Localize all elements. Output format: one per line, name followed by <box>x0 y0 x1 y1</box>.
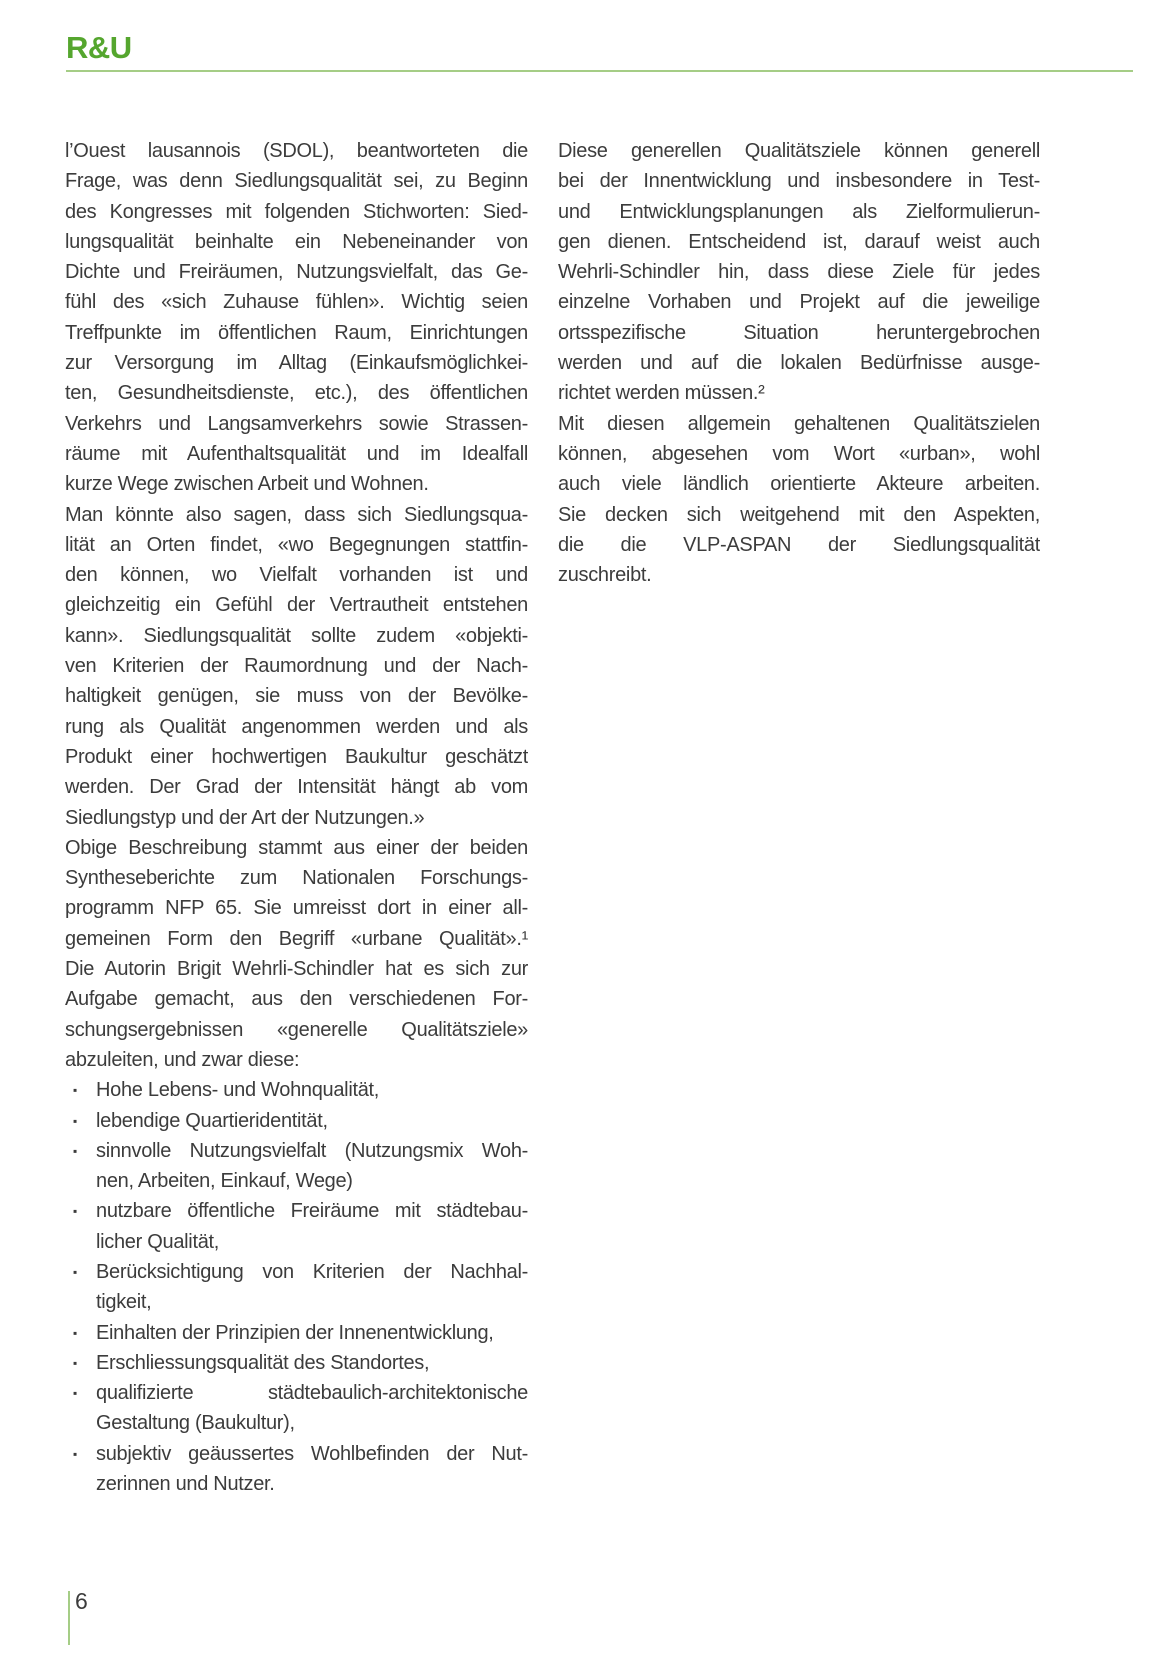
text-line: programm NFP 65. Sie umreisst dort in einer all- <box>65 897 528 920</box>
text-line: haltigkeit genügen, sie muss von der Bevölke- <box>65 685 528 708</box>
bullet-icon: ▪ <box>73 1446 78 1461</box>
text-line: Frage, was denn Siedlungsqualität sei, zu Beginn <box>65 170 528 193</box>
text-line: gemeinen Form den Begriff «urbane Qualität».¹ <box>65 927 528 950</box>
bullet-line: ▪ qualifizierte städtebaulich-architektonische <box>65 1378 528 1408</box>
page-number: 6 <box>75 1588 88 1614</box>
text-line: rung als Qualität angenommen werden und als <box>65 715 528 738</box>
text-line: ven Kriterien der Raumordnung und der Nach- <box>65 655 528 678</box>
right-column <box>558 136 1040 590</box>
text-line: ortsspezifische Situation heruntergebrochen <box>558 321 1040 344</box>
bullet-icon: ▪ <box>73 1113 78 1128</box>
text-line: Siedlungstyp und der Art der Nutzungen.» <box>65 806 425 829</box>
text-line: Aufgabe gemacht, aus den verschiedenen For- <box>65 988 528 1011</box>
bullet-line: ▪ subjektiv geäussertes Wohlbefinden der Nut- <box>65 1439 528 1469</box>
text-line: lität an Orten findet, «wo Begegnungen stattfin- <box>65 533 528 556</box>
text-line: Treffpunkte im öffentlichen Raum, Einrichtungen <box>65 321 528 344</box>
text-line: Wehrli-Schindler hin, dass diese Ziele für jedes <box>558 261 1040 284</box>
bullet-line: ▪ Erschliessungsqualität des Standortes, <box>65 1348 528 1378</box>
bullet-icon: ▪ <box>73 1355 78 1370</box>
text-line: kann». Siedlungsqualität sollte zudem «objekti- <box>65 624 528 647</box>
text-line: Obige Beschreibung stammt aus einer der beiden <box>65 836 528 859</box>
bullet-icon: ▪ <box>73 1264 78 1279</box>
brand-logo: R&U <box>66 30 132 65</box>
text-line: Verkehrs und Langsamverkehrs sowie Strassen- <box>65 412 528 435</box>
text-line: lungsqualität beinhalte ein Nebeneinander von <box>65 230 528 253</box>
bullet-icon: ▪ <box>73 1143 78 1158</box>
left-column <box>65 136 528 1499</box>
text-line: zuschreibt. <box>558 564 652 587</box>
bullet-line: ▪ lebendige Quartieridentität, <box>65 1106 528 1136</box>
text-line: werden. Der Grad der Intensität hängt ab vom <box>65 776 528 799</box>
text-line: zerinnen und Nutzer. <box>96 1473 275 1496</box>
text-line: bei der Innentwicklung und insbesondere in Test- <box>558 170 1040 193</box>
text-line: gen dienen. Entscheidend ist, darauf weist auch <box>558 230 1040 253</box>
text-line: Dichte und Freiräumen, Nutzungsvielfalt, das Ge- <box>65 261 528 284</box>
text-line: Diese generellen Qualitätsziele können generell <box>558 140 1040 162</box>
text-line: Gestaltung (Baukultur), <box>96 1412 295 1435</box>
text-line: Die Autorin Brigit Wehrli-Schindler hat es sich zur <box>65 958 528 981</box>
text-line: Syntheseberichte zum Nationalen Forschungs- <box>65 867 528 890</box>
text-line: auch viele ländlich orientierte Akteure arbeiten. <box>558 473 1040 496</box>
bullet-line: ▪ Einhalten der Prinzipien der Innenentwicklung, <box>65 1318 528 1348</box>
text-line: nen, Arbeiten, Einkauf, Wege) <box>96 1170 353 1193</box>
text-line: tigkeit, <box>96 1291 152 1314</box>
text-line: Mit diesen allgemein gehaltenen Qualitätszielen <box>558 412 1040 435</box>
text-line: ten, Gesundheitsdienste, etc.), des öffentlichen <box>65 382 528 405</box>
text-line: Man könnte also sagen, dass sich Siedlungsqua- <box>65 503 528 526</box>
text-line: Sie decken sich weitgehend mit den Aspekten, <box>558 503 1040 526</box>
text-line: richtet werden müssen.² <box>558 382 765 405</box>
text-line: fühl des «sich Zuhause fühlen». Wichtig seien <box>65 291 528 314</box>
text-line: und Entwicklungsplanungen als Zielformulierun- <box>558 200 1040 223</box>
text-line: werden und auf die lokalen Bedürfnisse ausge- <box>558 352 1040 375</box>
bullet-line: ▪ nutzbare öffentliche Freiräume mit städtebau- <box>65 1196 528 1226</box>
bullet-icon: ▪ <box>73 1386 78 1401</box>
text-line: Produkt einer hochwertigen Baukultur geschätzt <box>65 745 528 768</box>
footer-tick <box>68 1591 70 1645</box>
text-line: einzelne Vorhaben und Projekt auf die jeweilige <box>558 291 1040 314</box>
text-line: schungsergebnissen «generelle Qualitätsziele» <box>65 1018 528 1041</box>
text-line: den können, wo Vielfalt vorhanden ist und <box>65 564 528 587</box>
bullet-icon: ▪ <box>73 1325 78 1340</box>
text-line: die die VLP-ASPAN der Siedlungsqualität <box>558 533 1040 556</box>
bullet-line: ▪ Hohe Lebens- und Wohnqualität, <box>65 1075 528 1105</box>
header-rule <box>66 70 1133 72</box>
text-line: zur Versorgung im Alltag (Einkaufsmöglichkei- <box>65 352 528 375</box>
text-line: können, abgesehen vom Wort «urban», wohl <box>558 442 1040 465</box>
bullet-line: ▪ sinnvolle Nutzungsvielfalt (Nutzungsmix Woh- <box>65 1136 528 1166</box>
text-line: gleichzeitig ein Gefühl der Vertrautheit entstehen <box>65 594 528 617</box>
bullet-line: ▪ Berücksichtigung von Kriterien der Nachhal- <box>65 1257 528 1287</box>
text-line: abzuleiten, und zwar diese: <box>65 1048 300 1071</box>
text-line: räume mit Aufenthaltsqualität und im Idealfall <box>65 442 528 465</box>
text-line: kurze Wege zwischen Arbeit und Wohnen. <box>65 473 429 496</box>
text-line: l’Ouest lausannois (SDOL), beantworteten die <box>65 140 528 162</box>
bullet-icon: ▪ <box>73 1083 78 1098</box>
bullet-icon: ▪ <box>73 1204 78 1219</box>
text-line: licher Qualität, <box>96 1230 220 1253</box>
text-line: des Kongresses mit folgenden Stichworten: Sied- <box>65 200 528 223</box>
